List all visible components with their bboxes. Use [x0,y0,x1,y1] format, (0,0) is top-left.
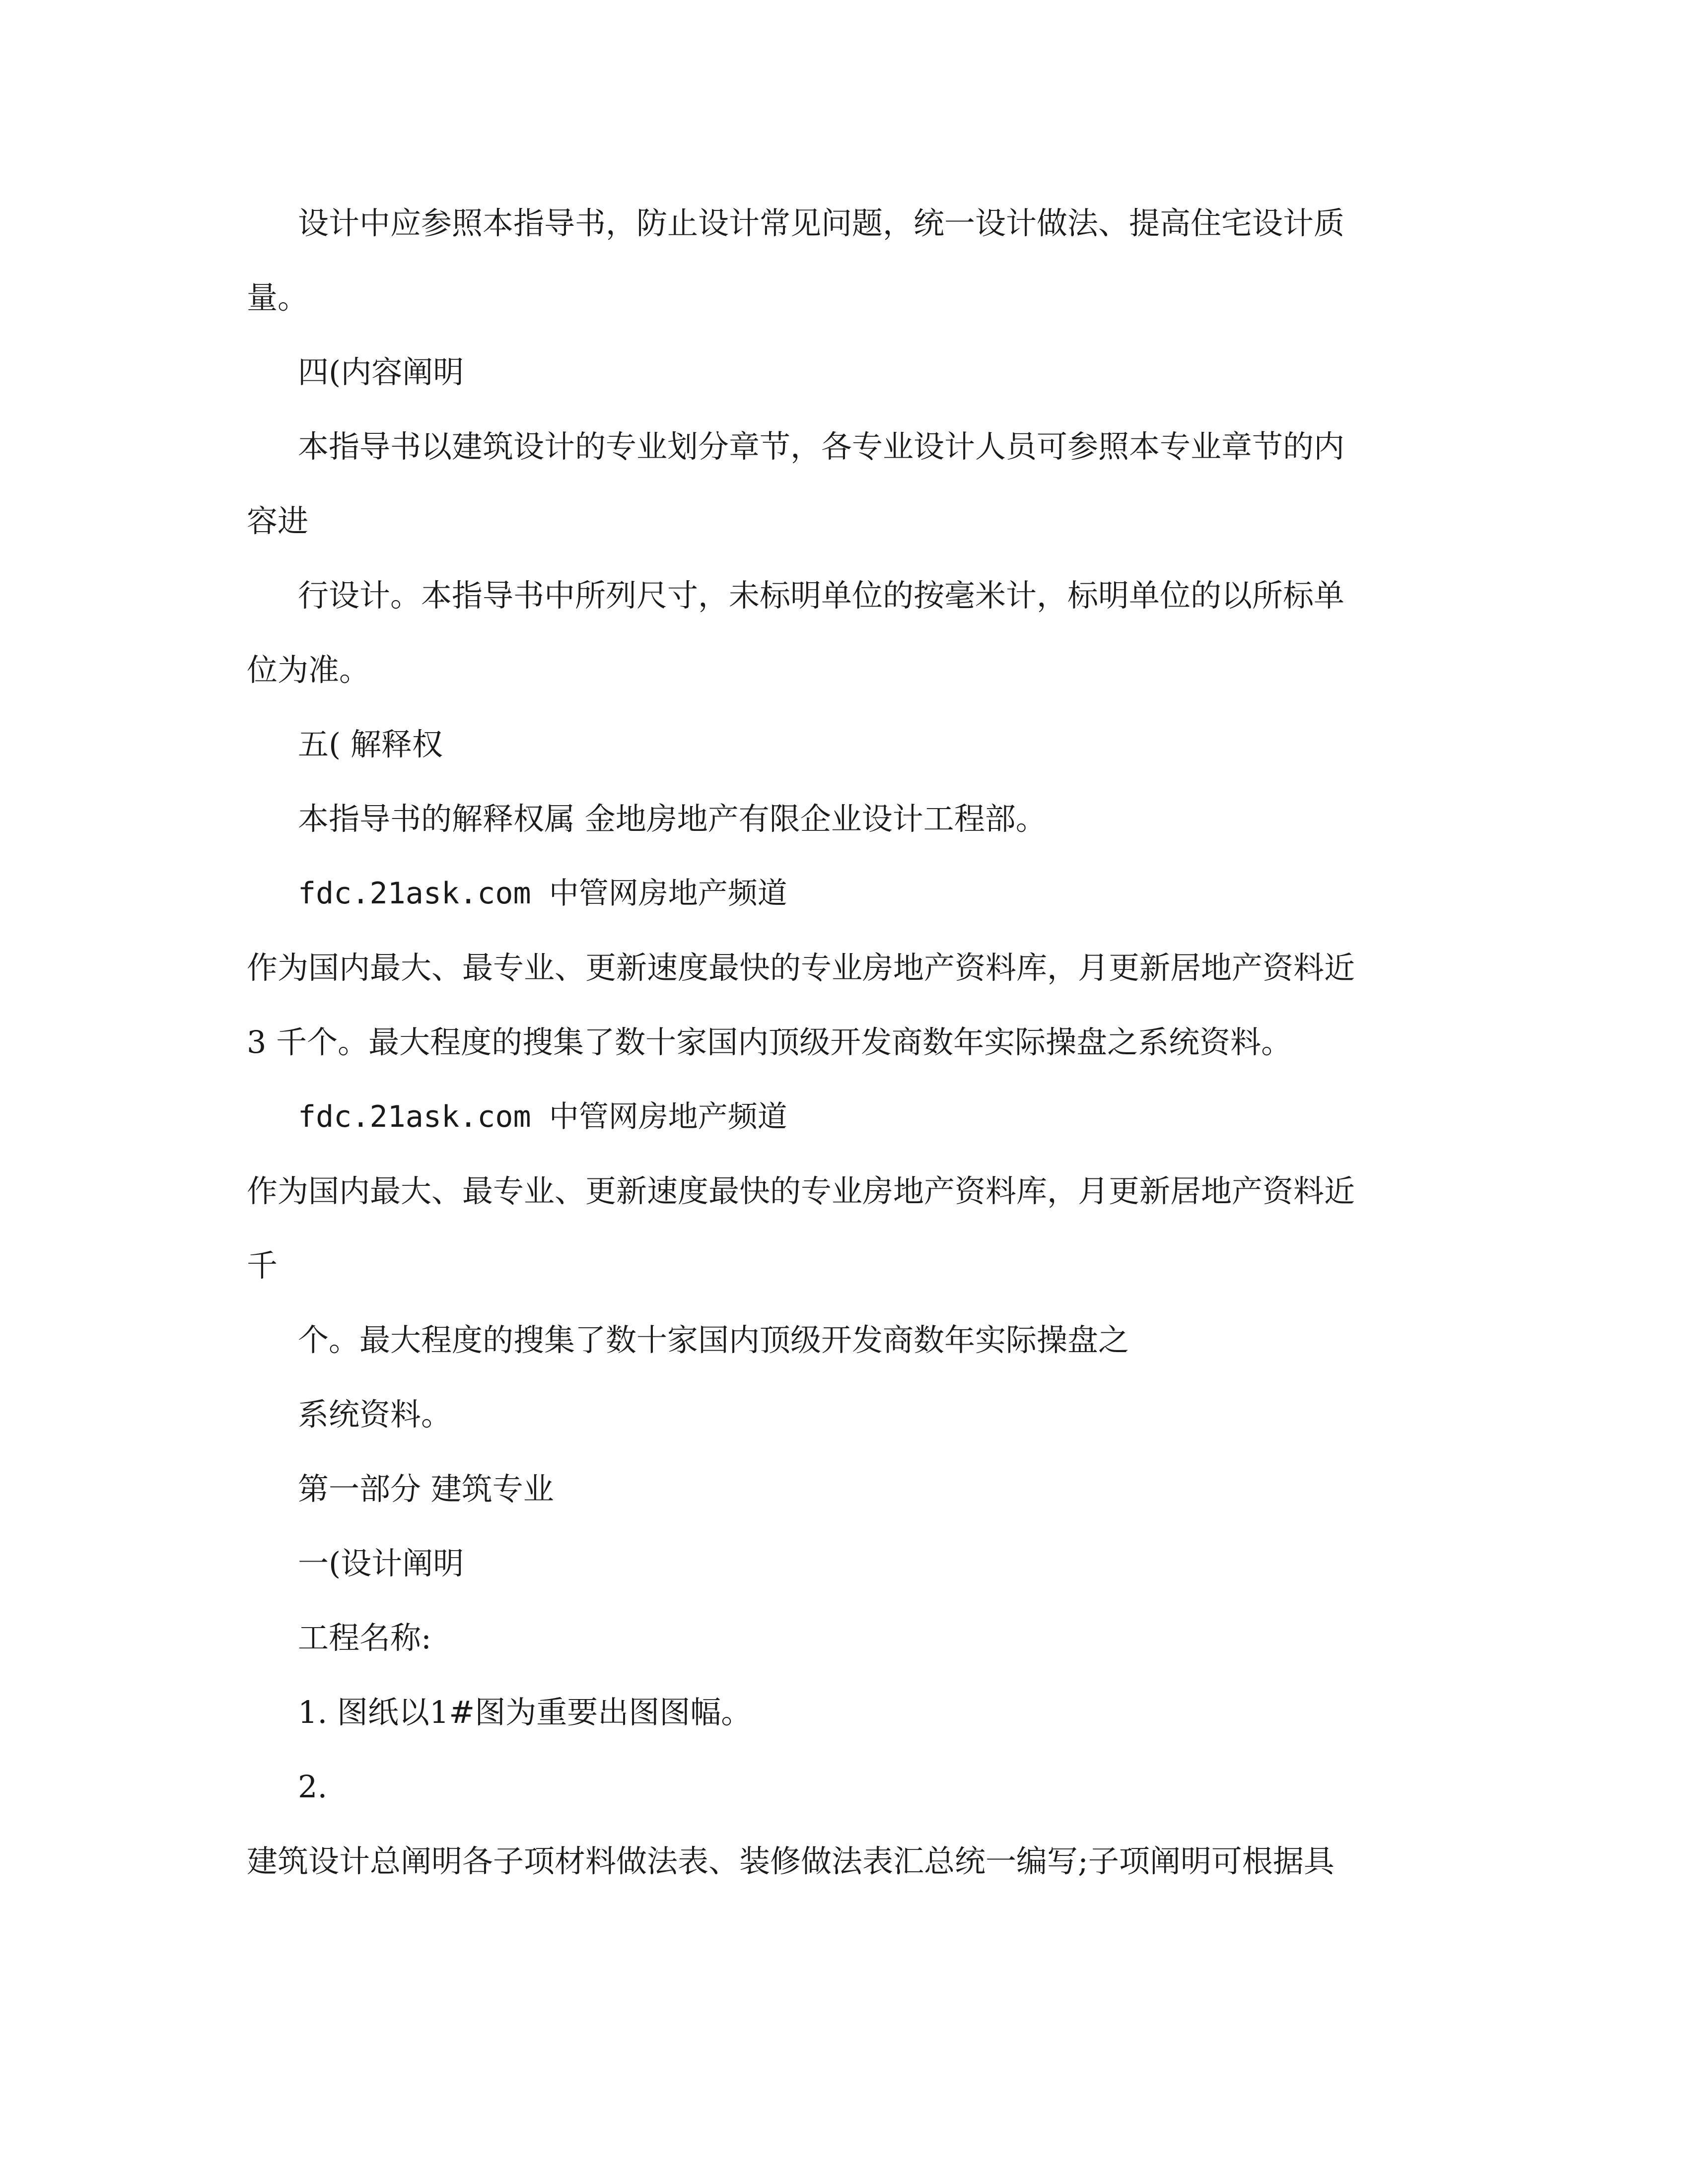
paragraph-line: 本指导书的解释权属 金地房地产有限企业设计工程部。 [298,801,1047,837]
paragraph-line: 作为国内最大、最专业、更新速度最快的专业房地产资料库，月更新居地产资料近 [247,1173,1355,1209]
paragraph-line: 位为准。 [247,652,370,688]
section-heading: 一(设计阐明 [298,1545,464,1581]
paragraph-line: 作为国内最大、最专业、更新速度最快的专业房地产资料库，月更新居地产资料近 [247,950,1355,986]
paragraph-line: 系统资料。 [298,1396,452,1433]
paragraph-line: 本指导书以建筑设计的专业划分章节，各专业设计人员可参照本专业章节的内 [298,428,1345,465]
paragraph-line: 建筑设计总阐明各子项材料做法表、装修做法表汇总统一编写;子项阐明可根据具 [247,1843,1335,1879]
section-heading: 四(内容阐明 [298,354,464,390]
paragraph-line: 个。最大程度的搜集了数十家国内顶级开发商数年实际操盘之 [298,1322,1129,1358]
part-heading: 第一部分 建筑专业 [298,1471,554,1507]
site-reference-line: fdc.21ask.com 中管网房地产频道 [298,876,787,911]
paragraph-line: 容进 [247,503,309,539]
paragraph-line: 千 [247,1247,278,1284]
list-item: 2. [298,1769,328,1805]
paragraph-line: 3 千个。最大程度的搜集了数十家国内顶级开发商数年实际操盘之系统资料。 [247,1024,1292,1060]
section-heading: 五( 解释权 [298,726,443,762]
paragraph-line: 量。 [247,279,309,316]
paragraph-line: 行设计。本指导书中所列尺寸，未标明单位的按毫米计，标明单位的以所标单 [298,577,1345,614]
paragraph-line: 设计中应参照本指导书，防止设计常见问题，统一设计做法、提高住宅设计质 [298,205,1345,241]
site-reference-line: fdc.21ask.com 中管网房地产频道 [298,1099,787,1134]
field-label: 工程名称: [298,1620,431,1656]
list-item: 1. 图纸以1#图为重要出图图幅。 [298,1694,752,1730]
